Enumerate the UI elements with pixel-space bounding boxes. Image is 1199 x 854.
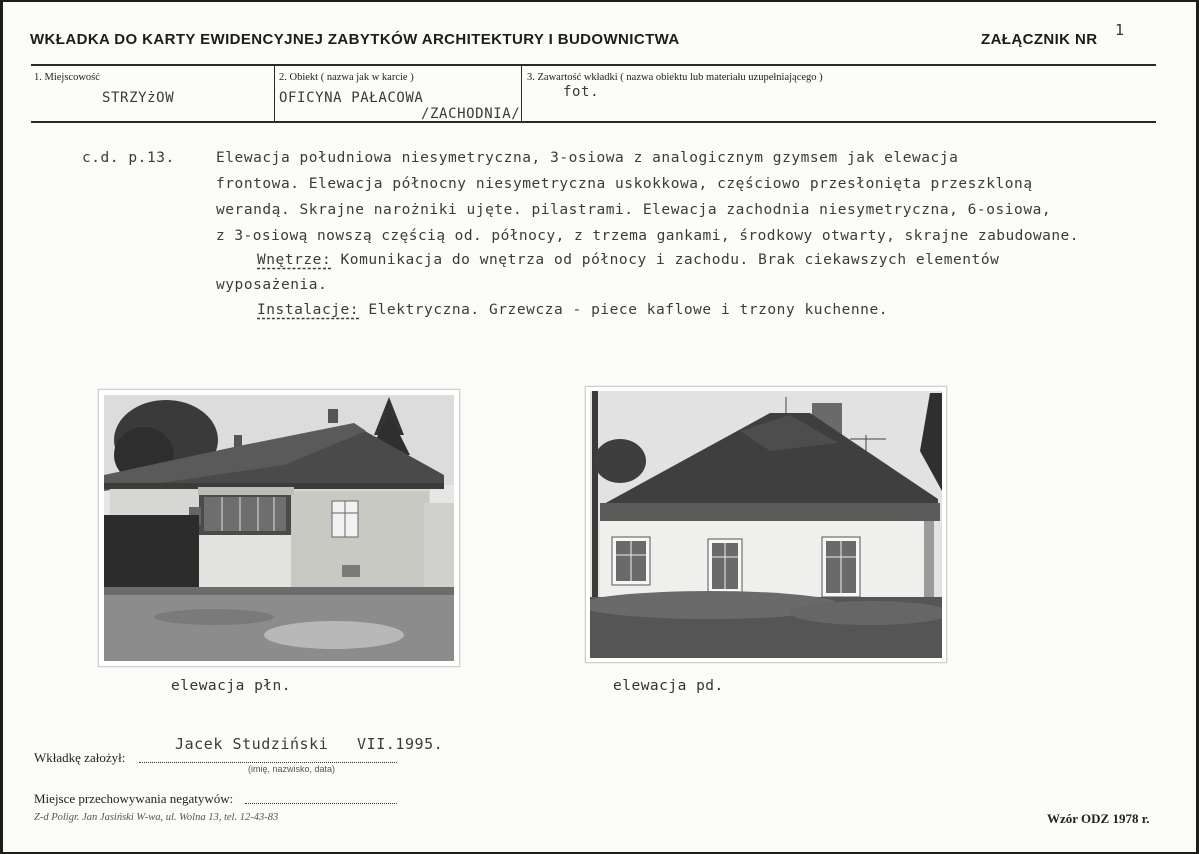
- form-reference: Wzór ODZ 1978 r.: [1047, 811, 1150, 826]
- interior-heading: Wnętrze:: [257, 252, 332, 268]
- interior-text: Komunikacja do wnętrza od północy i zachodu. Brak ciekawszych elementów: [331, 252, 1000, 268]
- place-value: STRZYżOW: [102, 90, 175, 106]
- field-divider-1: [274, 65, 275, 122]
- reference: c.d. p.13.: [82, 150, 175, 166]
- form-title: WKŁADKA DO KARTY EWIDENCYJNEJ ZABYTKÓW ARCHITEKTURY I BUDOWNICTWA: [30, 31, 680, 48]
- author-dotted-line: [139, 762, 397, 763]
- annex-number: 1: [1115, 21, 1125, 39]
- place-label: 1. Miejscowość: [34, 72, 100, 83]
- installations-text: Elektryczna. Grzewcza - piece kaflowe i trzony kuchenne.: [359, 302, 889, 318]
- interior-line-2: wyposażenia.: [216, 277, 328, 293]
- photo-frame-north: [98, 389, 460, 667]
- object-label: 2. Obiekt ( nazwa jak w karcie ): [279, 72, 414, 83]
- author-value: Jacek Studziński VII.1995.: [175, 735, 444, 753]
- annex-label: ZAŁĄCZNIK NR: [981, 31, 1098, 48]
- caption-south: elewacja pd.: [613, 678, 724, 694]
- photo-north-elevation: [104, 395, 454, 661]
- field-divider-2: [521, 65, 522, 122]
- header-rule-top: [31, 64, 1156, 66]
- photo-south-elevation: [590, 391, 942, 658]
- printer-info: Z-d Poligr. Jan Jasiński W-wa, ul. Wolna 13, tel. 12-43-83: [34, 812, 279, 823]
- record-sheet: [3, 2, 1196, 852]
- content-label: 3. Zawartość wkładki ( nazwa obiektu lub materiału uzupełniającego ): [527, 72, 823, 83]
- description-line-4: z 3-osiową nowszą częścią od. północy, z trzema gankami, środkowy otwarty, skrajne zabudowane.: [216, 228, 1079, 244]
- photo-frame-south: [585, 386, 947, 663]
- caption-north: elewacja płn.: [171, 678, 291, 694]
- installations-line: [257, 302, 888, 318]
- installations-heading: Instalacje:: [257, 302, 360, 318]
- negatives-dotted-line: [245, 803, 397, 804]
- content-value: fot.: [563, 84, 600, 100]
- description-line-2: frontowa. Elewacja północny niesymetryczna uskokkowa, częściowo przesłonięta przeszkloną: [216, 176, 1033, 192]
- header-rule-bottom: [31, 121, 1156, 123]
- author-label: Wkładkę założył:: [34, 750, 126, 765]
- description-line-1: Elewacja południowa niesymetryczna, 3-osiowa z analogicznym gzymsem jak elewacja: [216, 150, 959, 166]
- object-value-cont: /ZACHODNIA/: [421, 106, 521, 122]
- author-hint: (imię, nazwisko, data): [248, 764, 336, 774]
- description-line-3: werandą. Skrajne narożniki ujęte. pilastrami. Elewacja zachodnia niesymetryczna, 6-osiowa,: [216, 202, 1052, 218]
- interior-line: [257, 252, 999, 268]
- negatives-label: Miejsce przechowywania negatywów:: [34, 791, 234, 806]
- object-value: OFICYNA PAŁACOWA: [279, 90, 424, 106]
